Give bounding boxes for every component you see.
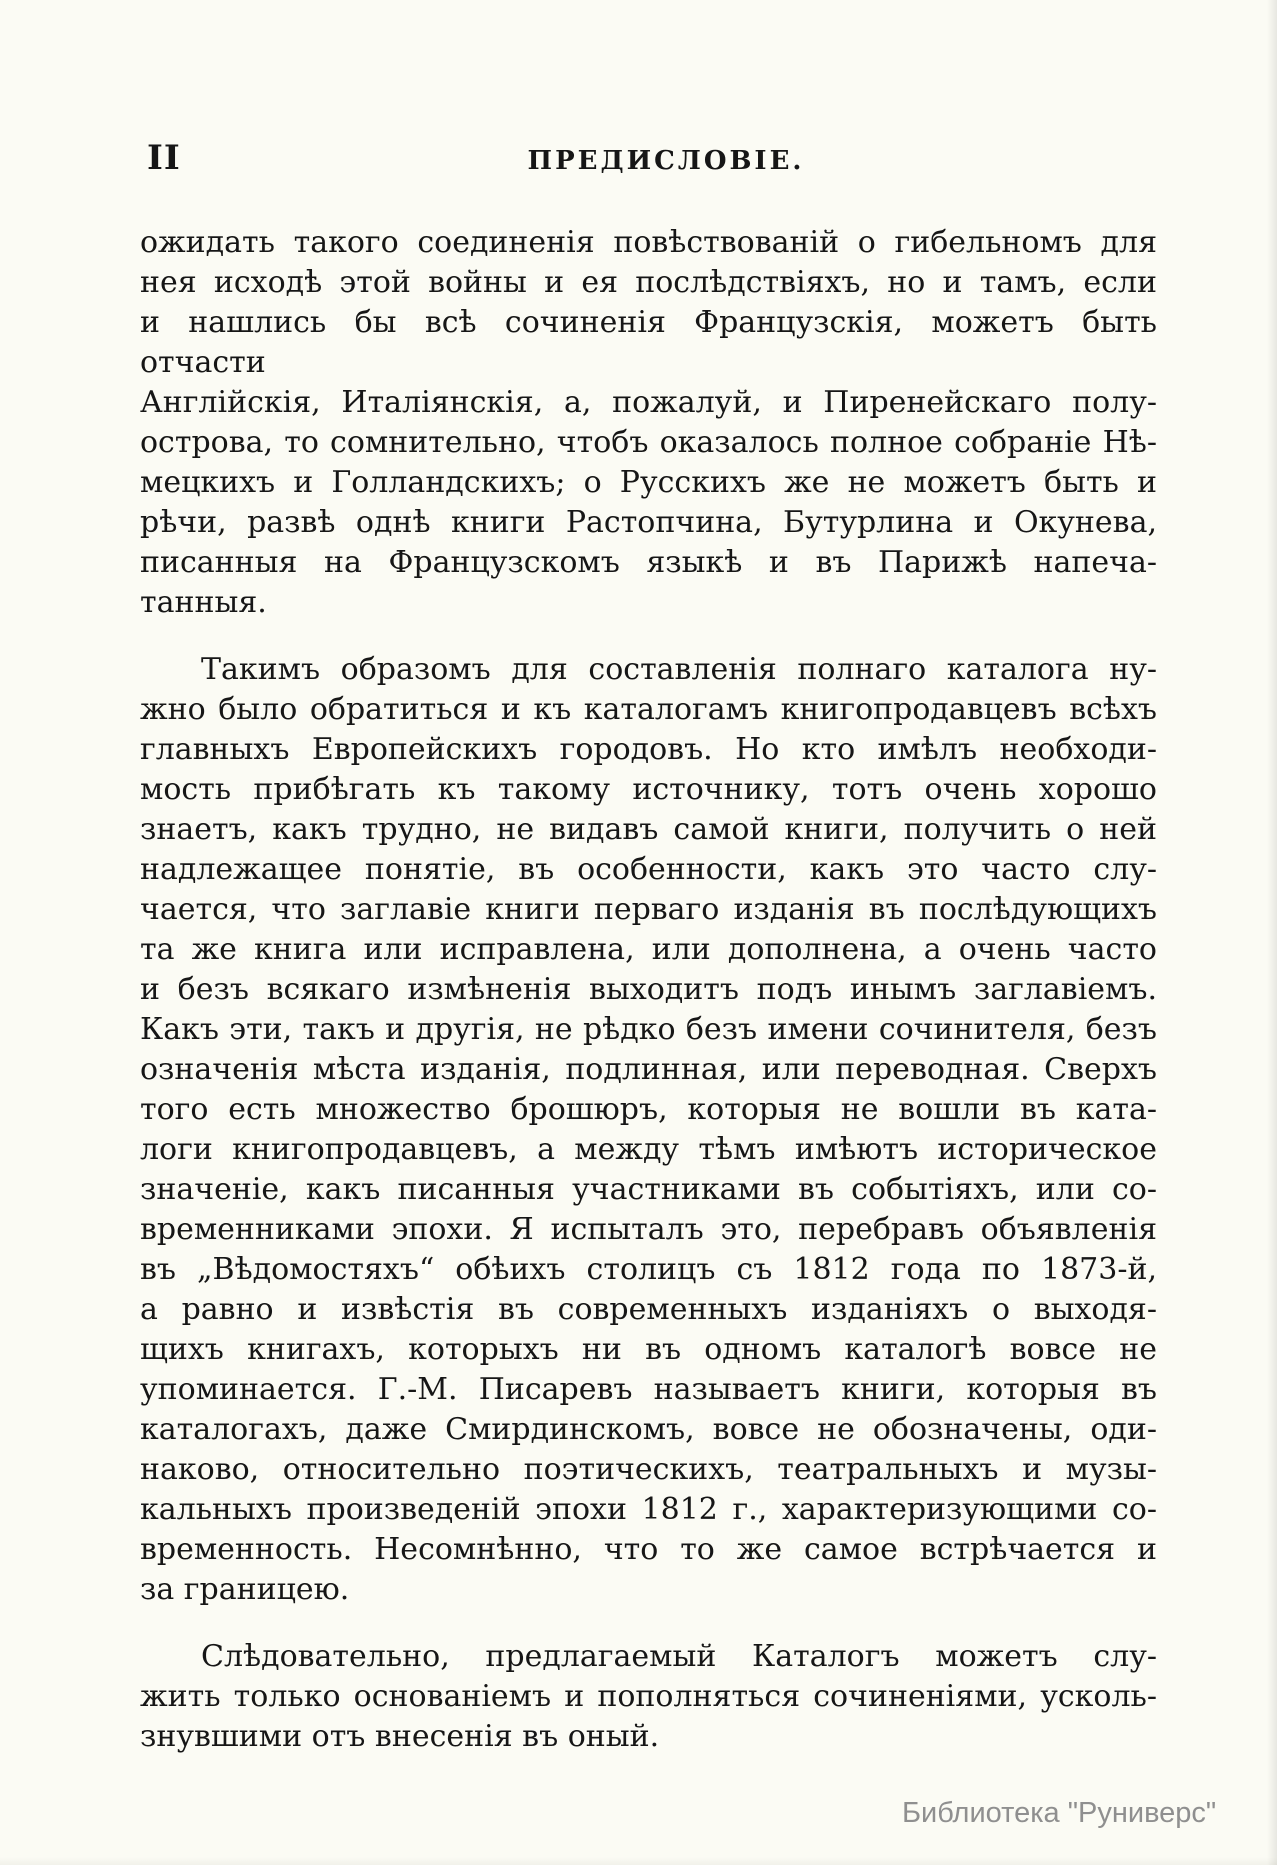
text-block [140, 223, 1157, 1757]
text-line: того есть множество брошюръ, которыя не вошли въ ката- [140, 1092, 1157, 1127]
text-line: наково, относительно поэтическихъ, театральныхъ и музы- [140, 1452, 1157, 1487]
text-line: жить только основаніемъ и пополняться сочиненіями, усколь- [140, 1679, 1157, 1714]
text-line: упоминается. Г.-М. Писаревъ называетъ книги, которыя въ [140, 1372, 1157, 1407]
text-line: за границею. [140, 1572, 350, 1607]
text-line: временность. Несомнѣнно, что то же самое встрѣчается и [140, 1532, 1157, 1567]
paragraph [140, 650, 1157, 1610]
text-line: писанныя на Французскомъ языкѣ и въ Парижѣ напеча- [140, 545, 1157, 580]
text-line: главныхъ Европейскихъ городовъ. Но кто имѣлъ необходи- [140, 732, 1157, 767]
text-line: и безъ всякаго измѣненія выходитъ подъ инымъ заглавіемъ. [140, 972, 1157, 1007]
text-line: и нашлись бы всѣ сочиненія Французскія, можетъ быть отчасти [140, 305, 1157, 380]
text-line: та же книга или исправлена, или дополнена, а очень часто [140, 932, 1157, 967]
paragraph [140, 223, 1157, 623]
text-line: въ „Вѣдомостяхъ“ обѣихъ столицъ съ 1812 года по 1873-й, [140, 1252, 1157, 1287]
library-watermark: Библиотека "Руниверс" [902, 1797, 1217, 1829]
text-line: чается, что заглавіе книги перваго изданія въ послѣдующихъ [140, 892, 1157, 927]
paragraph [140, 1637, 1157, 1757]
text-line: каталогахъ, даже Смирдинскомъ, вовсе не обозначены, оди- [140, 1412, 1157, 1447]
scan-edge-shadow-right [1267, 0, 1277, 1865]
text-line: рѣчи, развѣ однѣ книги Растопчина, Бутурлина и Окунева, [140, 505, 1157, 540]
text-line: означенія мѣста изданія, подлинная, или переводная. Сверхъ [140, 1052, 1157, 1087]
text-line: мецкихъ и Голландскихъ; о Русскихъ же не можетъ быть и [140, 465, 1157, 500]
text-line: мость прибѣгать къ такому источнику, тотъ очень хорошо [140, 772, 1157, 807]
text-line: Слѣдовательно, предлагаемый Каталогъ можетъ слу- [201, 1639, 1157, 1674]
scan-edge-shadow-bottom [0, 1857, 1277, 1865]
text-line: ожидать такого соединенія повѣствованій о гибельномъ для [140, 225, 1157, 260]
text-line: логи книгопродавцевъ, а между тѣмъ имѣютъ историческое [140, 1132, 1157, 1167]
text-line: Англійскія, Италіянскія, а, пожалуй, и Пиренейскаго полу- [140, 385, 1157, 420]
text-line: знувшими отъ внесенія въ оный. [140, 1719, 660, 1754]
text-line: щихъ книгахъ, которыхъ ни въ одномъ каталогѣ вовсе не [140, 1332, 1157, 1367]
text-line: надлежащее понятіе, въ особенности, какъ это часто слу- [140, 852, 1157, 887]
text-line: Какъ эти, такъ и другія, не рѣдко безъ имени сочинителя, безъ [140, 1012, 1157, 1047]
text-line: нея исходѣ этой войны и ея послѣдствіяхъ, но и тамъ, если [140, 265, 1157, 300]
text-line: Такимъ образомъ для составленія полнаго каталога ну- [201, 652, 1157, 687]
text-line: временниками эпохи. Я испыталъ это, перебравъ объявленія [140, 1212, 1157, 1247]
text-line: знаетъ, какъ трудно, не видавъ самой книги, получить о ней [140, 812, 1157, 847]
text-line: значеніе, какъ писанныя участниками въ событіяхъ, или со- [140, 1172, 1157, 1207]
text-line: а равно и извѣстія въ современныхъ изданіяхъ о выходя- [140, 1292, 1157, 1327]
page-number: II [147, 138, 181, 178]
text-line: острова, то сомнительно, чтобъ оказалось полное собраніе Нѣ- [140, 425, 1157, 460]
text-line: жно было обратиться и къ каталогамъ книгопродавцевъ всѣхъ [140, 692, 1157, 727]
text-line: танныя. [140, 585, 267, 620]
text-line: кальныхъ произведеній эпохи 1812 г., характеризующими со- [140, 1492, 1157, 1527]
running-header-title: ПРЕДИСЛОВІЕ. [527, 146, 805, 176]
